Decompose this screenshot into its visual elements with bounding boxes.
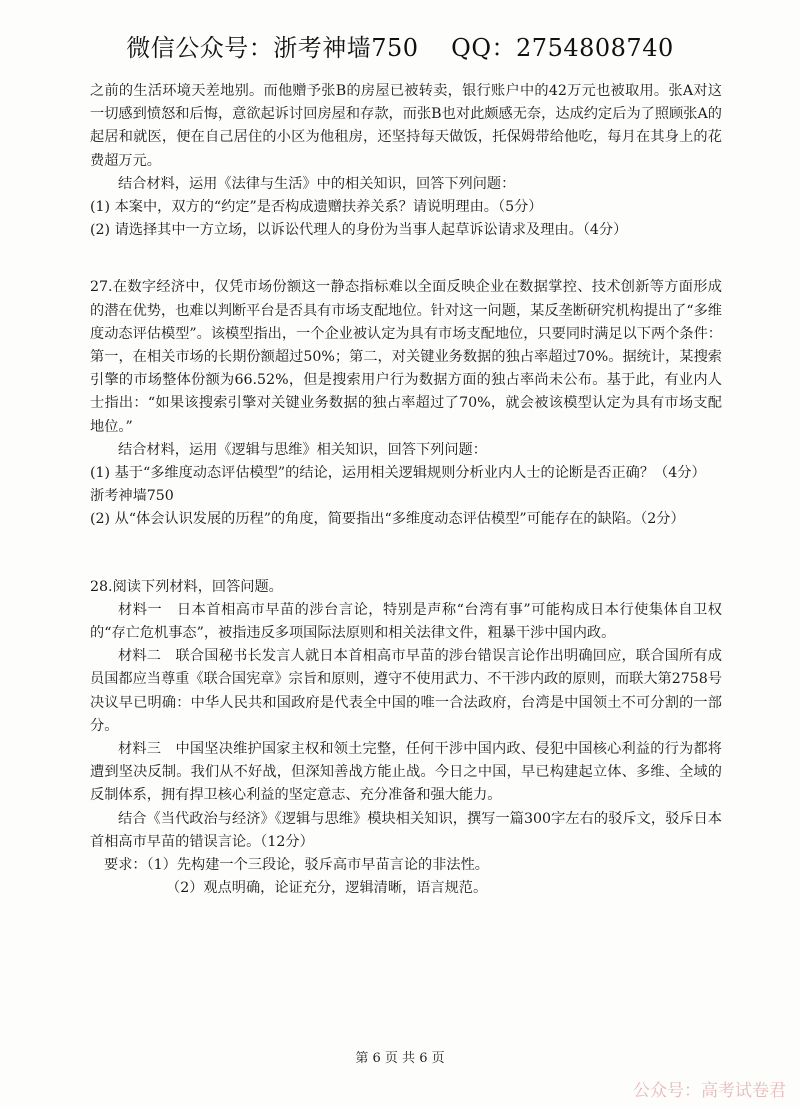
q26-prompt: 结合材料，运用《法律与生活》中的相关知识，回答下列问题： xyxy=(118,175,516,192)
q28-prompt: 结合《当代政治与经济》《逻辑与思维》模块相关知识，撰写一篇300字左右的驳斥文，驳斥日本首相高市早苗的错误言论。（12分） xyxy=(90,810,722,850)
q28-requirement-2: （2）观点明确，论证充分，逻辑清晰，语言规范。 xyxy=(166,880,488,897)
page-number: 第 6 页 共 6 页 xyxy=(355,1051,445,1066)
q27-sub2: (2) 从“体会认识发展的历程”的角度，简要指出“多维度动态评估模型”可能存在的缺陷。（2分） xyxy=(90,511,685,528)
q28-material-2: 材料二 联合国秘书长发言人就日本首相高市早苗的涉台错误言论作出明确回应，联合国所有成员国都应当尊重《联合国宪章》宗旨和原则，遵守不使用武力、不干涉内政的原则，而联大第2758号决议早已明确：中华人民共和国政府是代表全中国的唯一合法政府，台湾是中国领土不可分割的一部分。 xyxy=(90,648,722,734)
q27-prompt: 结合材料，运用《逻辑与思维》相关知识，回答下列问题： xyxy=(118,441,487,458)
watermark: 公众号：高考试卷君 xyxy=(633,1081,786,1101)
q28-requirement-1: 要求：（1）先构建一个三段论，驳斥高市早苗言论的非法性。 xyxy=(104,857,489,874)
q28-intro: 28.阅读下列材料，回答问题。 xyxy=(90,578,283,595)
page-content xyxy=(90,80,722,901)
q28-material-1: 材料一 日本首相高市早苗的涉台言论，特别是声称“台湾有事”可能构成日本行使集体自卫权的“存亡危机事态”，被指违反多项国际法原则和相关法律文件，粗暴干涉中国内政。 xyxy=(90,601,722,642)
page-header: 微信公众号：浙考神墙750 QQ：2754808740 xyxy=(126,34,674,62)
q26-sub2: (2) 请选择其中一方立场，以诉讼代理人的身份为当事人起草诉讼请求及理由。（4分） xyxy=(90,222,628,239)
q26-material-text: 之前的生活环境天差地别。而他赠予张B的房屋已被转卖，银行账户中的42万元也被取用。张A对这一切感到愤怒和后悔，意欲起诉讨回房屋和存款，而张B也对此颇感无奈，达成约定后为了照顾张A的起居和就医，便在自己居住的小区为他租房，还坚持每天做饭，托保姆带给他吃，每月在其身上的花费超万元。 xyxy=(90,83,722,169)
q26-sub1: (1) 本案中，双方的“约定”是否构成遗赠扶养关系？请说明理由。（5分） xyxy=(90,199,543,216)
q27-sub1: (1) 基于“多维度动态评估模型”的结论，运用相关逻辑规则分析业内人士的论断是否正确？（4分） 浙考神墙750 xyxy=(90,465,713,505)
q27-text: 27.在数字经济中，仅凭市场份额这一静态指标难以全面反映企业在数据掌控、技术创新等方面形成的潜在优势，也难以判断平台是否具有市场支配地位。针对这一问题，某反垄断研究机构提出了“多维度动态评估模型”。该模型指出，一个企业被认定为具有市场支配地位，只要同时满足以下两个条件：第一，在相关市场的长期份额超过50%；第二，对关键业务数据的独占率超过70%。据统计，某搜索引擎的市场整体份额为66.52%，但是搜索用户行为数据方面的独占率尚未公布。基于此，有业内人士指出：“如果该搜索引擎对关键业务数据的独占率超过了70%，就会被该模型认定为具有市场支配地位。” xyxy=(90,279,722,435)
q28-material-3: 材料三 中国坚决维护国家主权和领土完整，任何干涉中国内政、侵犯中国核心利益的行为都将遭到坚决反制。我们从不好战，但深知善战方能止战。今日之中国，早已构建起立体、多维、全域的反制体系，拥有捍卫核心利益的坚定意志、充分准备和强大能力。 xyxy=(90,741,722,804)
